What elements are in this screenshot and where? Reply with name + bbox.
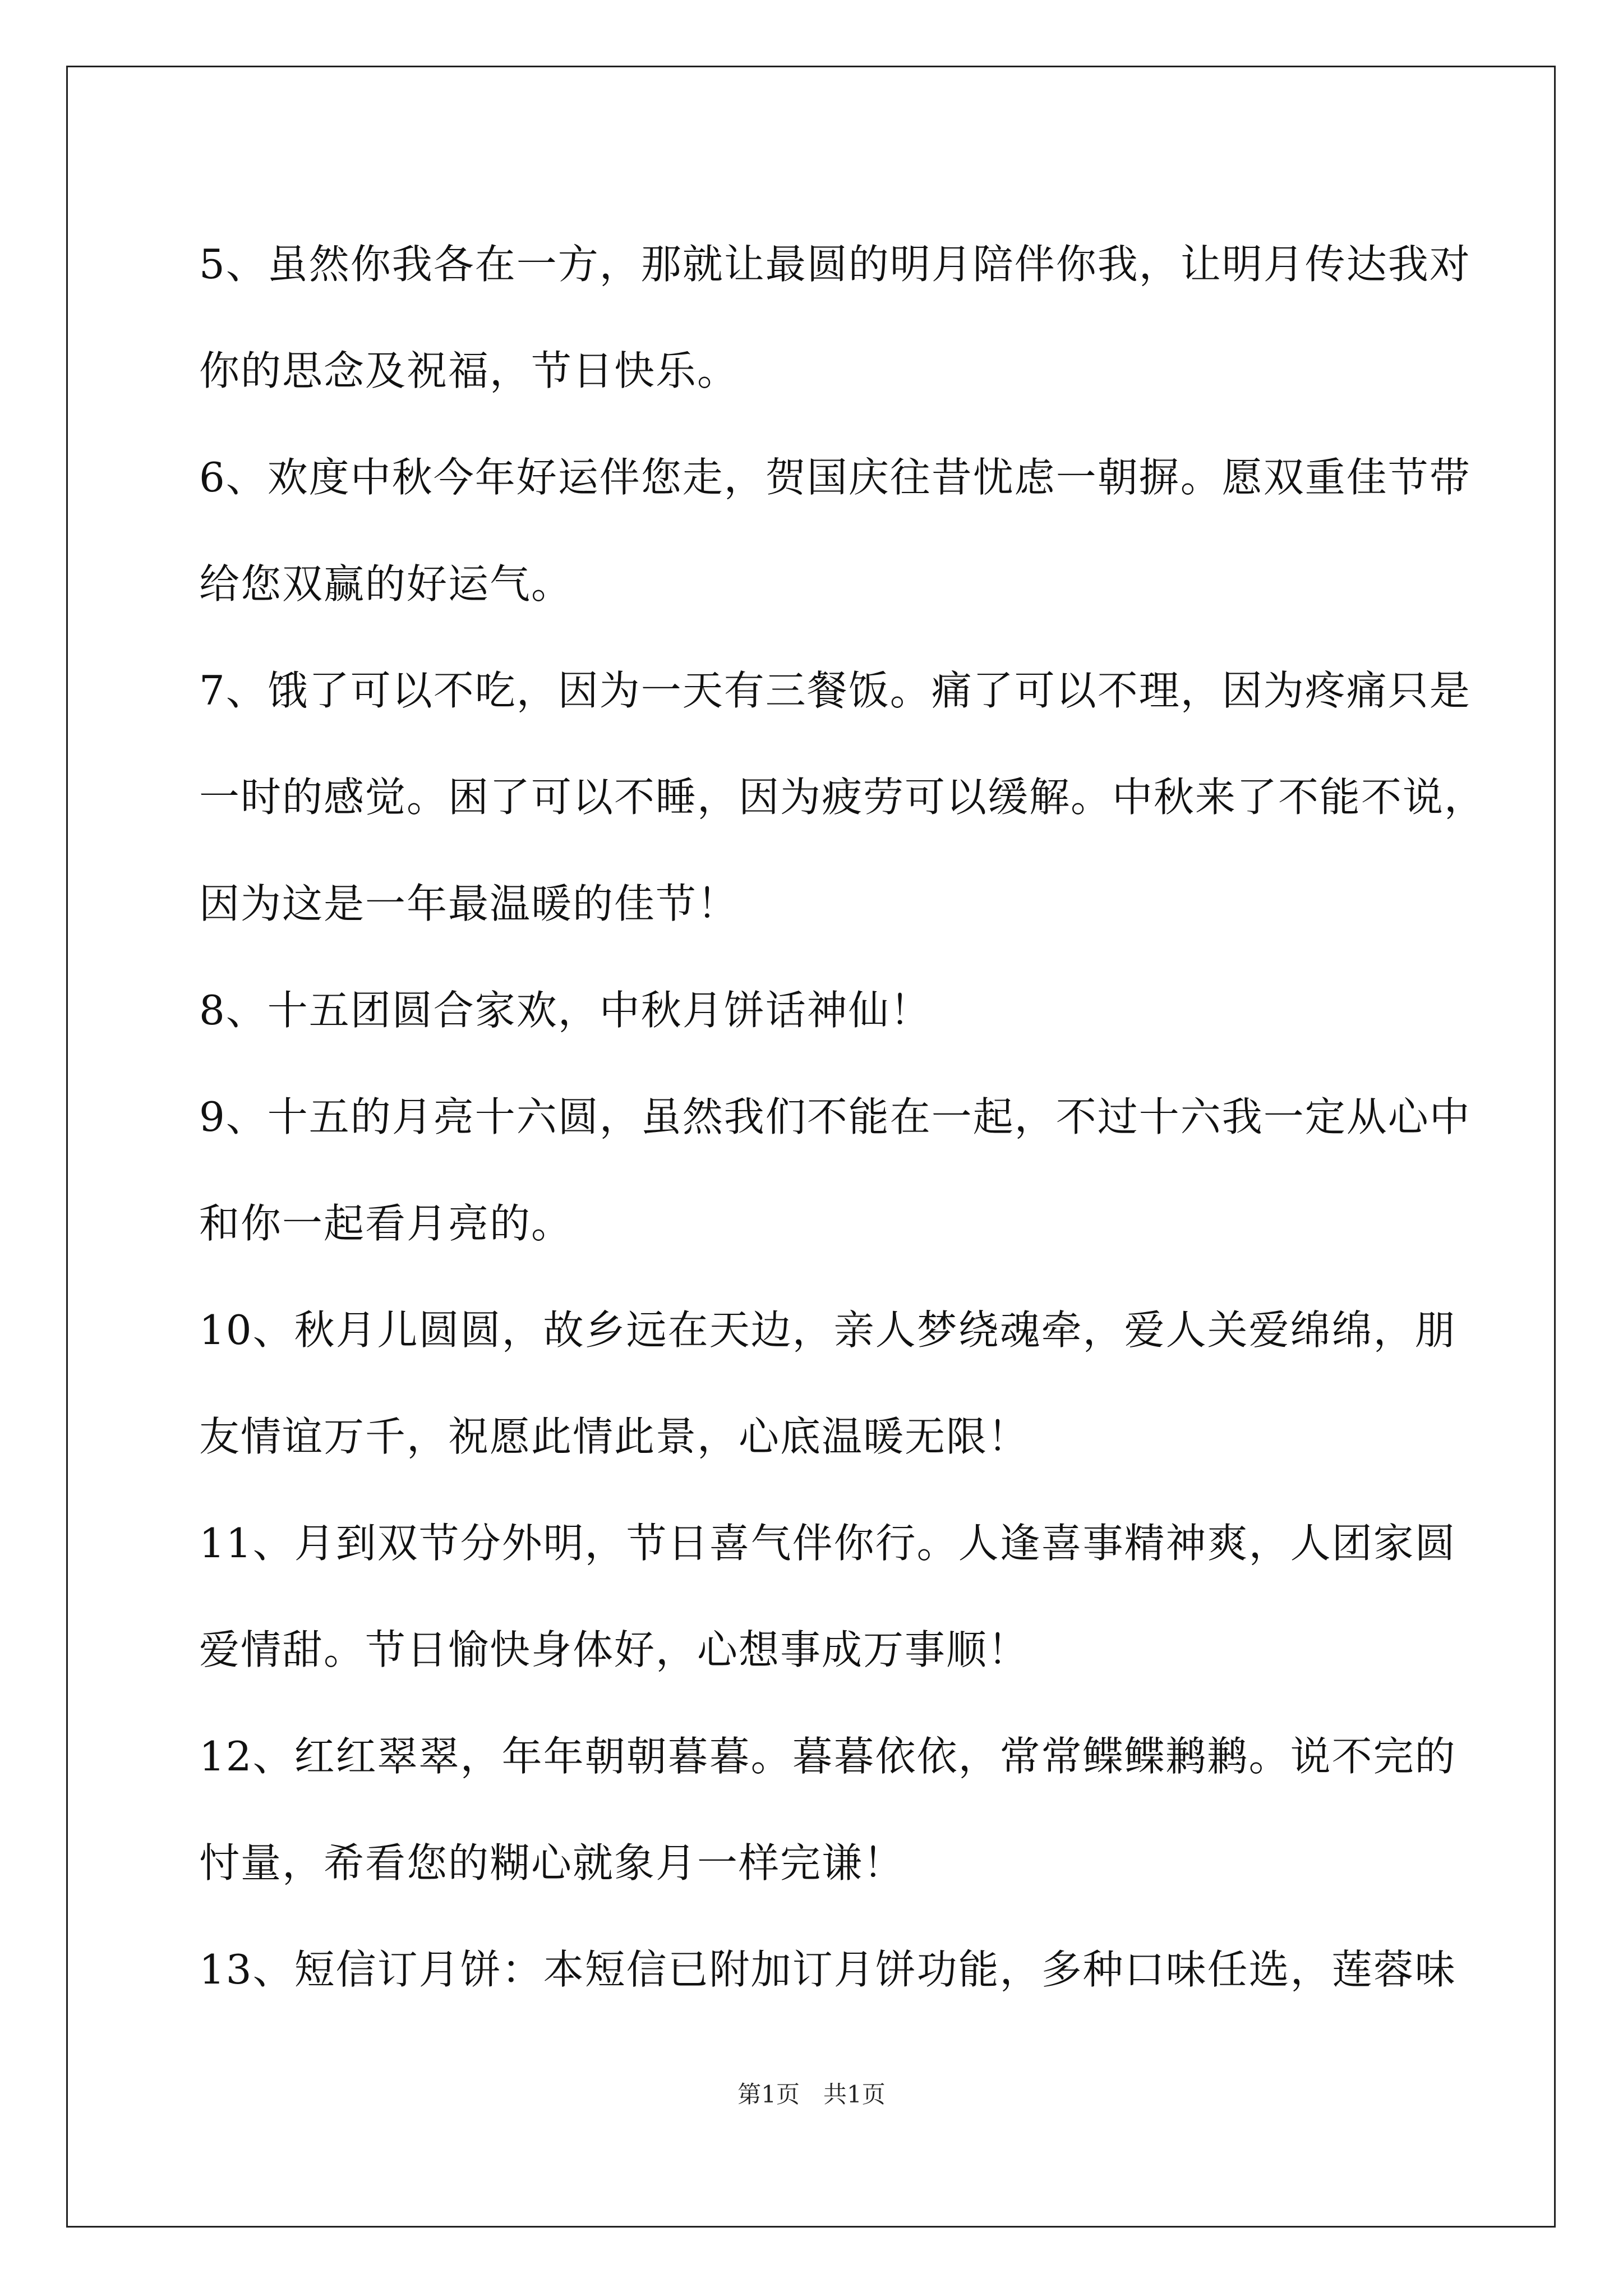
text-line: 10、秋月儿圆圆，故乡远在天边，亲人梦绕魂牵，爱人关爱绵绵，朋 (199, 1306, 1456, 1354)
text-line: 友情谊万千，祝愿此情此景，心底温暖无限！ (199, 1413, 1030, 1460)
text-line: 因为这是一年最温暖的佳节！ (199, 880, 739, 927)
text-line: 和你一起看月亮的。 (199, 1200, 573, 1247)
text-line: 5、虽然你我各在一方，那就让最圆的明月陪伴你我，让明月传达我对 (199, 241, 1471, 288)
text-line: 7、饿了可以不吃，因为一天有三餐饭。痛了可以不理，因为疼痛只是 (199, 667, 1471, 714)
text-line: 13、短信订月饼：本短信已附加订月饼功能，多种口味任选，莲蓉味 (199, 1946, 1456, 1993)
text-line: 11、月到双节分外明，节日喜气伴你行。人逢喜事精神爽，人团家圆 (199, 1520, 1456, 1567)
text-line: 一时的感觉。困了可以不睡，因为疲劳可以缓解。中秋来了不能不说， (199, 774, 1486, 821)
text-line: 12、红红翠翠，年年朝朝暮暮。暮暮依依，常常鲽鲽鹣鹣。说不完的 (199, 1733, 1456, 1780)
page-number: 第1页 共1页 (737, 2081, 886, 2108)
text-line: 9、十五的月亮十六圆，虽然我们不能在一起，不过十六我一定从心中 (199, 1093, 1471, 1140)
text-line: 6、欢度中秋今年好运伴您走，贺国庆往昔忧虑一朝摒。愿双重佳节带 (199, 454, 1471, 501)
document-body (199, 211, 1486, 2023)
text-line: 忖量，希看您的糊心就象月一样完谦！ (199, 1839, 905, 1887)
text-line: 爱情甜。节日愉快身体好，心想事成万事顺！ (199, 1626, 1030, 1673)
text-line: 你的思念及祝福，节日快乐。 (199, 347, 739, 394)
text-line: 给您双赢的好运气。 (199, 560, 573, 608)
text-line: 8、十五团圆合家欢，中秋月饼话神仙！ (199, 987, 932, 1034)
